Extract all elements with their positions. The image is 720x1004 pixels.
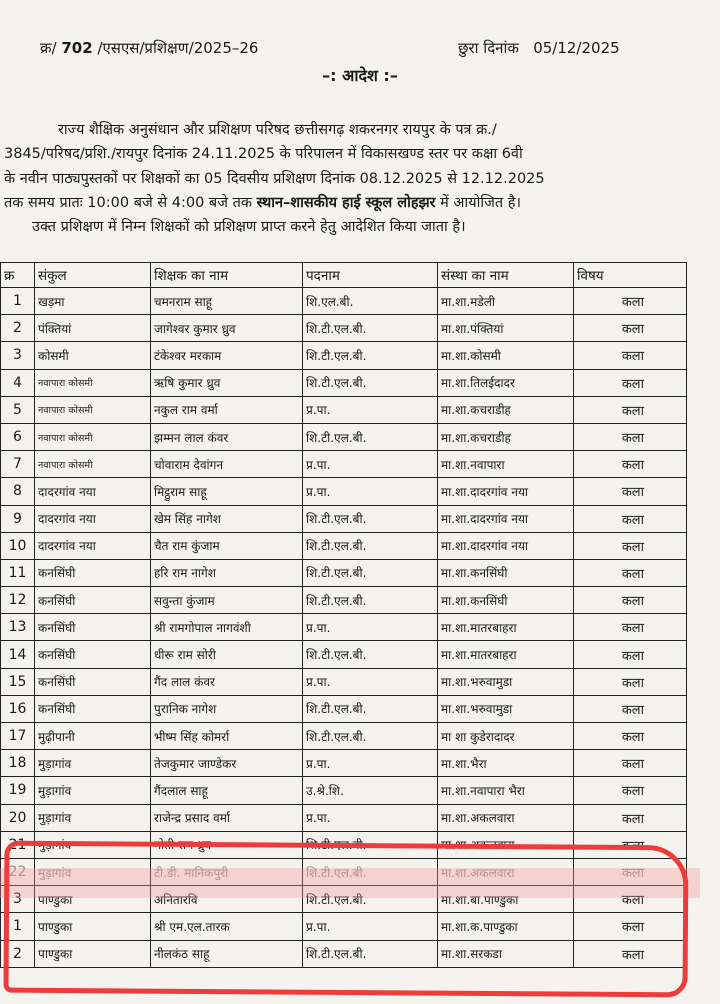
row-sankul: मुड़ागांव	[35, 831, 151, 858]
row-teacher-name: भीष्म सिंह कोमर्रा	[151, 723, 303, 750]
table-row	[1, 342, 687, 369]
row-subject: कला	[574, 723, 687, 750]
row-teacher-name: श्री रामगोपाल नागवंशी	[151, 614, 303, 641]
body-line-3: के नवीन पाठ्यपुस्तकों पर शिक्षकों का 05 दिवसीय प्रशिक्षण दिनांक 08.12.2025 से 12.12.2025	[4, 170, 545, 187]
row-sankul: मुड़ागांव	[35, 858, 151, 885]
row-subject: कला	[574, 831, 687, 858]
row-sn: 10	[1, 532, 35, 559]
table-row	[1, 478, 687, 505]
row-sn: 21	[1, 831, 35, 858]
row-school: मा.शा.अकलवारा	[438, 804, 574, 831]
table-row	[1, 559, 687, 586]
row-sankul: नवापारा कोसमी	[35, 423, 151, 450]
row-designation: शि.टी.एल.बी.	[303, 559, 438, 586]
row-sankul: नवापारा कोसमी	[35, 369, 151, 396]
row-school: मा.शा.क.पाण्डुका	[438, 913, 574, 940]
body-line-5: उक्त प्रशिक्षण में निम्न शिक्षकों को प्रशिक्षण प्राप्त करने हेतु आदेशित किया जाता है।	[32, 219, 466, 236]
row-teacher-name: खेम सिंह नागेश	[151, 505, 303, 532]
training-venue: स्थान–शासकीय हाई स्कूल लोहझर	[256, 194, 436, 211]
table-row	[1, 423, 687, 450]
row-sankul: पंक्तियां	[35, 315, 151, 342]
row-sn: 22	[1, 858, 35, 885]
row-designation: शि.टी.एल.बी.	[303, 831, 438, 858]
table-row	[1, 369, 687, 396]
row-subject: कला	[574, 451, 687, 478]
row-subject: कला	[574, 315, 687, 342]
row-designation: प्र.पा.	[303, 913, 438, 940]
row-school: मा.शा.बा.पाण्डुका	[438, 886, 574, 913]
row-teacher-name: नीलकंठ साहू	[151, 940, 303, 967]
row-designation: शि.टी.एल.बी.	[303, 315, 438, 342]
row-subject: कला	[574, 804, 687, 831]
row-sn: 20	[1, 804, 35, 831]
row-sn: 2	[1, 315, 35, 342]
header-sn: क्र	[1, 263, 35, 288]
place-date	[458, 38, 620, 58]
row-school: मा.शा.अकलवारा	[438, 831, 574, 858]
row-designation: शि.एल.बी.	[303, 288, 438, 315]
row-school: मा.शा.नवापारा भैरा	[438, 777, 574, 804]
row-school: मा शा कुडेरादादर	[438, 723, 574, 750]
row-sn: 3	[1, 342, 35, 369]
row-school: मा.शा.अकलवारा	[438, 858, 574, 885]
table-row	[1, 641, 687, 668]
row-sankul: नवापारा कोसमी	[35, 396, 151, 423]
row-sankul: कोसमी	[35, 342, 151, 369]
row-designation: प्र.पा.	[303, 614, 438, 641]
table-row	[1, 315, 687, 342]
row-school: मा.शा.दादरगांव नया	[438, 532, 574, 559]
row-school: मा.शा.दादरगांव नया	[438, 478, 574, 505]
row-teacher-name: मोती राम ध्रुव	[151, 831, 303, 858]
row-sn: 4	[1, 369, 35, 396]
body-line-4	[4, 191, 716, 215]
row-designation: प्र.पा.	[303, 804, 438, 831]
table-row	[1, 505, 687, 532]
row-teacher-name: नकुल राम वर्मा	[151, 396, 303, 423]
row-subject: कला	[574, 396, 687, 423]
row-subject: कला	[574, 587, 687, 614]
table-header-row	[1, 263, 687, 288]
row-subject: कला	[574, 423, 687, 450]
row-designation: प्र.पा.	[303, 451, 438, 478]
row-subject: कला	[574, 668, 687, 695]
row-designation: उ.श्रे.शि.	[303, 777, 438, 804]
row-subject: कला	[574, 369, 687, 396]
row-school: मा.शा.मडेली	[438, 288, 574, 315]
row-school: मा.शा.कोसमी	[438, 342, 574, 369]
row-sn: 8	[1, 478, 35, 505]
reference-number	[40, 38, 258, 58]
row-subject: कला	[574, 886, 687, 913]
row-sn: 16	[1, 695, 35, 722]
row-teacher-name: टंकेश्वर मरकाम	[151, 342, 303, 369]
row-teacher-name: चैत राम कुंजाम	[151, 532, 303, 559]
row-designation: शि.टी.एल.बी.	[303, 858, 438, 885]
row-sankul: मुड़ागांव	[35, 750, 151, 777]
row-subject: कला	[574, 641, 687, 668]
table-row	[1, 750, 687, 777]
header-school: संस्था का नाम	[438, 263, 574, 288]
row-school: मा.शा.सरकडा	[438, 940, 574, 967]
row-subject: कला	[574, 559, 687, 586]
row-sn: 7	[1, 451, 35, 478]
row-sankul: कनसिंघी	[35, 614, 151, 641]
teachers-table	[0, 262, 687, 968]
row-school: मा.शा.नवापारा	[438, 451, 574, 478]
table-row	[1, 804, 687, 831]
table-row	[1, 614, 687, 641]
row-school: मा.शा.मातरबाहरा	[438, 641, 574, 668]
row-sn: 14	[1, 641, 35, 668]
row-designation: प्र.पा.	[303, 478, 438, 505]
row-sn: 13	[1, 614, 35, 641]
row-school: मा.शा.दादरगांव नया	[438, 505, 574, 532]
row-sn: 1	[1, 288, 35, 315]
table-row	[1, 723, 687, 750]
row-teacher-name: मिट्ठुराम साहू	[151, 478, 303, 505]
row-sn: 1	[1, 913, 35, 940]
row-sankul: कनसिंघी	[35, 559, 151, 586]
place-date-label: छुरा दिनांक	[458, 39, 519, 57]
row-sankul: कनसिंघी	[35, 641, 151, 668]
row-school: मा.शा.तिलईदादर	[438, 369, 574, 396]
row-designation: शि.टी.एल.बी.	[303, 532, 438, 559]
row-teacher-name: राजेन्द्र प्रसाद वर्मा	[151, 804, 303, 831]
row-teacher-name: अनितारवि	[151, 886, 303, 913]
row-sn: 15	[1, 668, 35, 695]
row-sankul: पाण्डुका	[35, 886, 151, 913]
row-sankul: खड़मा	[35, 288, 151, 315]
header-sankul: संकुल	[35, 263, 151, 288]
row-subject: कला	[574, 858, 687, 885]
row-sn: 6	[1, 423, 35, 450]
row-sn: 17	[1, 723, 35, 750]
row-sankul: मुढ़ीपानी	[35, 723, 151, 750]
row-school: मा.शा.पंक्तियां	[438, 315, 574, 342]
row-school: मा.शा.कनसिंघी	[438, 587, 574, 614]
row-school: मा.शा.भरुवामुडा	[438, 668, 574, 695]
row-sankul: दादरगांव नया	[35, 532, 151, 559]
row-teacher-name: ऋषि कुमार ध्रुव	[151, 369, 303, 396]
row-designation: शि.टी.एल.बी.	[303, 505, 438, 532]
row-subject: कला	[574, 777, 687, 804]
table-row	[1, 913, 687, 940]
row-teacher-name: चोवाराम देवांगन	[151, 451, 303, 478]
table-row	[1, 777, 687, 804]
row-teacher-name: झम्मन लाल कंवर	[151, 423, 303, 450]
page-title: –: आदेश :–	[322, 66, 398, 85]
row-teacher-name: सवुन्ता कुंजाम	[151, 587, 303, 614]
table-row	[1, 831, 687, 858]
row-subject: कला	[574, 695, 687, 722]
row-sn: 19	[1, 777, 35, 804]
row-teacher-name: धीरू राम सोरी	[151, 641, 303, 668]
row-sankul: पाण्डुका	[35, 940, 151, 967]
body-line-1: राज्य शैक्षिक अनुसंधान और प्रशिक्षण परिषद छत्तीसगढ़ शकरनगर रायपुर के पत्र क्र./	[58, 122, 497, 138]
row-teacher-name: चमनराम साहू	[151, 288, 303, 315]
header-teacher-name: शिक्षक का नाम	[151, 263, 303, 288]
row-subject: कला	[574, 913, 687, 940]
row-school: मा.शा.मातरबाहरा	[438, 614, 574, 641]
row-sn: 5	[1, 396, 35, 423]
row-designation: प्र.पा.	[303, 750, 438, 777]
row-subject: कला	[574, 614, 687, 641]
row-sankul: नवापारा कोसमी	[35, 451, 151, 478]
table-row	[1, 396, 687, 423]
row-designation: प्र.पा.	[303, 396, 438, 423]
row-sankul: मुड़ागांव	[35, 804, 151, 831]
row-school: मा.शा.कचराडीह	[438, 423, 574, 450]
table-row	[1, 886, 687, 913]
row-sn: 2	[1, 940, 35, 967]
row-sn: 12	[1, 587, 35, 614]
header-designation: पदनाम	[303, 263, 438, 288]
row-teacher-name: हरि राम नागेश	[151, 559, 303, 586]
body-line-4-suffix: में आयोजित है।	[435, 194, 521, 211]
row-designation: शि.टी.एल.बी.	[303, 886, 438, 913]
body-line-4-prefix: तक समय प्रातः 10:00 बजे से 4:00 बजे तक	[4, 194, 257, 211]
row-teacher-name: गैंद लाल कंवर	[151, 668, 303, 695]
row-teacher-name: पुरानिक नागेश	[151, 695, 303, 722]
row-school: मा.शा.कनसिंघी	[438, 559, 574, 586]
row-designation: शि.टी.एल.बी.	[303, 641, 438, 668]
row-sankul: दादरगांव नया	[35, 505, 151, 532]
row-subject: कला	[574, 750, 687, 777]
ref-number: 702	[61, 39, 93, 57]
row-designation: प्र.पा.	[303, 668, 438, 695]
ref-prefix: क्र/	[40, 39, 57, 57]
body-line-2: 3845/परिषद/प्रशि./रायपुर दिनांक 24.11.2025 के परिपालन में विकासखण्ड स्तर पर कक्षा 6वी	[4, 146, 523, 163]
row-sn: 3	[1, 886, 35, 913]
order-date: 05/12/2025	[533, 39, 620, 57]
row-subject: कला	[574, 342, 687, 369]
row-subject: कला	[574, 532, 687, 559]
row-designation: शि.टी.एल.बी.	[303, 342, 438, 369]
row-subject: कला	[574, 288, 687, 315]
table-row	[1, 695, 687, 722]
row-designation: शि.टी.एल.बी.	[303, 723, 438, 750]
row-teacher-name: तेजकुमार जाण्डेकर	[151, 750, 303, 777]
row-subject: कला	[574, 505, 687, 532]
row-sn: 9	[1, 505, 35, 532]
order-body	[4, 118, 716, 239]
row-teacher-name: जागेश्वर कुमार ध्रुव	[151, 315, 303, 342]
row-sankul: मुड़ागांव	[35, 777, 151, 804]
table-row	[1, 532, 687, 559]
row-sn: 11	[1, 559, 35, 586]
row-teacher-name: गैंदलाल साहू	[151, 777, 303, 804]
row-school: मा.शा.कचराडीह	[438, 396, 574, 423]
row-designation: शि.टी.एल.बी.	[303, 695, 438, 722]
row-sankul: दादरगांव नया	[35, 478, 151, 505]
row-sankul: कनसिंघी	[35, 695, 151, 722]
row-subject: कला	[574, 940, 687, 967]
table-row	[1, 668, 687, 695]
row-sn: 18	[1, 750, 35, 777]
table-row	[1, 858, 687, 885]
row-sankul: कनसिंघी	[35, 587, 151, 614]
row-designation: शि.टी.एल.बी.	[303, 940, 438, 967]
table-row	[1, 451, 687, 478]
row-school: मा.शा.भैरा	[438, 750, 574, 777]
table-row	[1, 288, 687, 315]
table-row	[1, 587, 687, 614]
header-subject: विषय	[574, 263, 687, 288]
row-sankul: पाण्डुका	[35, 913, 151, 940]
ref-suffix: /एसएस/प्रशिक्षण/2025–26	[97, 39, 259, 57]
table-row	[1, 940, 687, 967]
row-sankul: कनसिंघी	[35, 668, 151, 695]
row-designation: शि.टी.एल.बी.	[303, 423, 438, 450]
row-subject: कला	[574, 478, 687, 505]
row-designation: शि.टी.एल.बी.	[303, 369, 438, 396]
row-designation: शि.टी.एल.बी.	[303, 587, 438, 614]
row-school: मा.शा.भरुवामुडा	[438, 695, 574, 722]
row-teacher-name: टी.डी. मानिकपुरी	[151, 858, 303, 885]
row-teacher-name: श्री एम.एल.तारक	[151, 913, 303, 940]
